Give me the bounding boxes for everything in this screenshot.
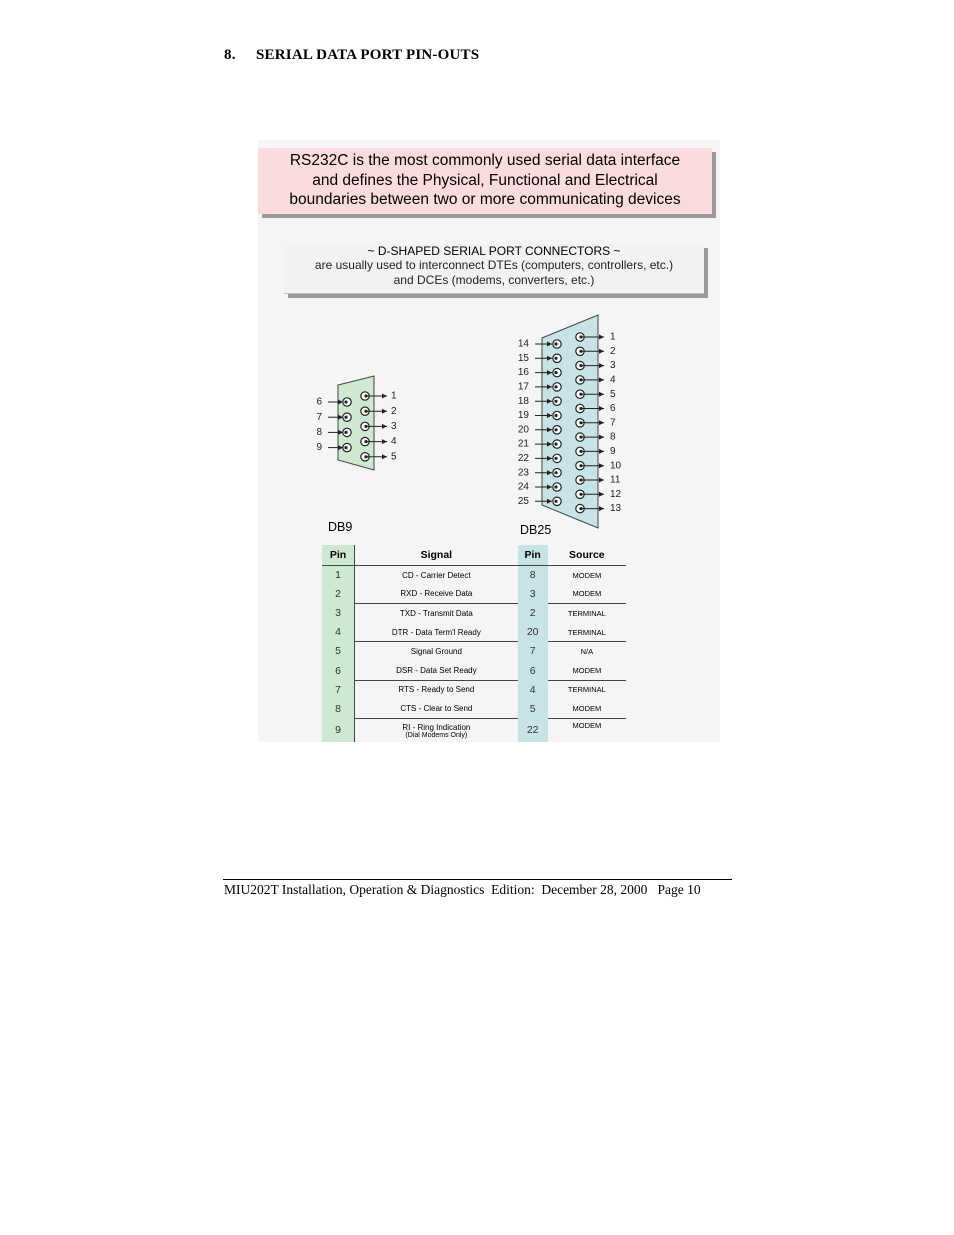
signal-cell: Signal Ground <box>410 647 462 657</box>
db25-pin-cell: 20 <box>518 623 548 642</box>
db25-pin-label: 10 <box>610 460 622 472</box>
db9-right-pin-arrow <box>382 439 387 444</box>
db25-left-pin-contact <box>554 457 557 460</box>
db9-pin-cell: 7 <box>322 680 355 699</box>
db9-left-pin-contact <box>344 446 347 449</box>
db25-pin-cell: 3 <box>518 585 548 604</box>
callout-line: boundaries between two or more communicating devices <box>289 191 681 208</box>
connector-info-line: are usually used to interconnect DTEs (computers, controllers, etc.) <box>314 258 674 272</box>
db25-right-pin-arrow <box>599 463 604 468</box>
db25-pin-cell: 2 <box>518 604 548 623</box>
db9-pin-cell: 3 <box>322 604 355 623</box>
db9-pin-label: 9 <box>316 442 322 454</box>
header-db25-pin: Pin <box>518 545 548 566</box>
db9-pin-cell: 4 <box>322 623 355 642</box>
db25-left-pin-contact <box>554 471 557 474</box>
db9-pin-label: 5 <box>391 451 397 463</box>
signal-cell <box>355 718 518 742</box>
db25-left-pin-contact <box>554 357 557 360</box>
db25-pin-label: 23 <box>517 467 529 479</box>
db25-pin-label: 14 <box>517 338 529 350</box>
db25-pin-label: 2 <box>610 345 616 357</box>
table-header-row <box>322 545 626 566</box>
db25-pin-label: 7 <box>610 417 616 429</box>
db25-pin-cell: 8 <box>518 566 548 585</box>
table-row <box>322 566 626 585</box>
db25-right-pin-arrow <box>599 449 604 454</box>
section-number: 8. <box>224 47 236 63</box>
footer-divider <box>223 879 732 880</box>
signal-cell: CTS - Clear to Send <box>355 699 518 718</box>
db25-pin-label: 12 <box>610 488 622 500</box>
db9-pin-label: 8 <box>316 427 322 439</box>
db9-pin-cell: 2 <box>322 585 355 604</box>
header-signal: Signal <box>355 545 518 566</box>
source-cell: N/A <box>580 647 594 657</box>
db9-right-pin-arrow <box>382 454 387 459</box>
header-db9-pin: Pin <box>322 545 355 566</box>
db25-pin-label: 22 <box>517 453 529 465</box>
db25-pin-label: 24 <box>517 481 529 493</box>
db25-pin-label: 8 <box>610 431 616 443</box>
source-cell: MODEM <box>572 720 602 730</box>
source-cell: MODEM <box>548 585 626 604</box>
db25-left-pin-contact <box>554 443 557 446</box>
db25-left-pin-contact <box>554 500 557 503</box>
db25-pin-cell: 4 <box>518 680 548 699</box>
db25-pin-cell: 7 <box>518 642 548 661</box>
db25-left-pin-contact <box>554 342 557 345</box>
source-cell: MODEM <box>572 570 602 580</box>
db9-pin-cell: 8 <box>322 699 355 718</box>
db25-left-pin-contact <box>554 428 557 431</box>
db9-pin-cell: 6 <box>322 661 355 680</box>
signal-cell: RTS - Ready to Send <box>398 685 475 695</box>
rs232-figure <box>258 140 720 742</box>
source-cell: MODEM <box>548 699 626 718</box>
table-row <box>322 680 626 699</box>
db9-left-pin-contact <box>344 416 347 419</box>
db25-right-pin-arrow <box>599 377 604 382</box>
db9-pin-label: 1 <box>391 390 397 402</box>
db25-right-pin-arrow <box>599 406 604 411</box>
db25-left-pin-contact <box>554 371 557 374</box>
source-cell: MODEM <box>548 661 626 680</box>
table-row <box>322 642 626 661</box>
db25-right-pin-arrow <box>599 349 604 354</box>
callout-line: RS232C is the most commonly used serial data interface <box>289 152 681 169</box>
db25-pin-label: 18 <box>517 395 529 407</box>
db25-left-pin-contact <box>554 400 557 403</box>
db25-right-pin-arrow <box>599 435 604 440</box>
db25-pin-label: 17 <box>517 381 529 393</box>
connector-diagram <box>258 140 720 540</box>
table-row <box>322 661 626 680</box>
callout-line: and defines the Physical, Functional and Electrical <box>312 171 658 189</box>
db9-left-pin-contact <box>344 400 347 403</box>
db25-pin-label: 20 <box>517 424 529 436</box>
db25-left-pin-contact <box>554 485 557 488</box>
db9-right-pin-arrow <box>382 409 387 414</box>
db25-pin-label: 21 <box>517 438 529 450</box>
db9-pin-cell: 1 <box>322 566 355 585</box>
db9-pin-label: 6 <box>316 396 322 408</box>
db9-pin-cell: 5 <box>322 642 355 661</box>
table-row <box>322 585 626 604</box>
section-heading <box>224 47 479 64</box>
db25-right-pin-arrow <box>599 335 604 340</box>
db9-left-pin-contact <box>344 431 347 434</box>
header-source: Source <box>548 545 626 566</box>
signal-cell: DSR - Data Set Ready <box>355 661 518 680</box>
db25-pin-label: 16 <box>517 367 529 379</box>
table-row <box>322 718 626 742</box>
db25-label: DB25 <box>520 523 552 537</box>
signal-note: (Dial Modems Only) <box>405 731 468 739</box>
db25-left-pin-contact <box>554 385 557 388</box>
db25-pin-label: 15 <box>517 352 529 364</box>
db25-pin-label: 13 <box>610 503 622 515</box>
db25-pin-cell: 6 <box>518 661 548 680</box>
source-cell: TERMINAL <box>567 608 606 618</box>
db25-pin-label: 25 <box>517 495 529 507</box>
db9-pin-label: 4 <box>391 436 397 448</box>
db25-pin-label: 19 <box>517 410 529 422</box>
source-cell: TERMINAL <box>548 623 626 642</box>
signal-cell: TXD - Transmit Data <box>399 608 473 618</box>
db9-right-pin-arrow <box>382 424 387 429</box>
signal-cell: DTR - Data Term'l Ready <box>355 623 518 642</box>
db25-left-pin-contact <box>554 414 557 417</box>
db25-pin-cell: 5 <box>518 699 548 718</box>
db9-pin-label: 2 <box>391 405 397 417</box>
db9-pin-cell: 9 <box>322 718 355 742</box>
db25-right-pin-arrow <box>599 478 604 483</box>
db25-right-pin-arrow <box>599 492 604 497</box>
signal-cell: RXD - Receive Data <box>355 585 518 604</box>
connector-info-line: and DCEs (modems, converters, etc.) <box>393 273 595 287</box>
section-title: SERIAL DATA PORT PIN-OUTS <box>256 47 480 63</box>
table-row <box>322 604 626 623</box>
db25-right-pin-arrow <box>599 363 604 368</box>
db25-pin-label: 6 <box>610 403 616 415</box>
db9-right-pin-arrow <box>382 394 387 399</box>
signal-text: RI - Ring Indication <box>402 722 471 732</box>
db25-pin-label: 9 <box>610 446 616 458</box>
db25-pin-label: 4 <box>610 374 616 386</box>
db9-pin-label: 7 <box>316 411 322 423</box>
table-row <box>322 699 626 718</box>
connector-info-heading: ~ D-SHAPED SERIAL PORT CONNECTORS ~ <box>367 244 621 258</box>
db25-pin-label: 3 <box>610 360 616 372</box>
source-cell: TERMINAL <box>567 685 606 695</box>
db25-shell <box>542 315 598 528</box>
page-footer: MIU202T Installation, Operation & Diagnostics Edition: December 28, 2000 Page 10 <box>224 882 701 897</box>
table-row <box>322 623 626 642</box>
db25-pin-label: 1 <box>610 331 616 343</box>
db25-pin-label: 5 <box>610 388 616 400</box>
db25-right-pin-arrow <box>599 506 604 511</box>
db25-right-pin-arrow <box>599 420 604 425</box>
pinout-table <box>322 545 626 742</box>
signal-cell: CD - Carrier Detect <box>402 570 471 580</box>
db9-pin-label: 3 <box>391 421 397 433</box>
db9-label: DB9 <box>328 520 353 534</box>
db25-pin-cell: 22 <box>518 718 548 742</box>
db25-pin-label: 11 <box>610 474 621 486</box>
db25-right-pin-arrow <box>599 392 604 397</box>
